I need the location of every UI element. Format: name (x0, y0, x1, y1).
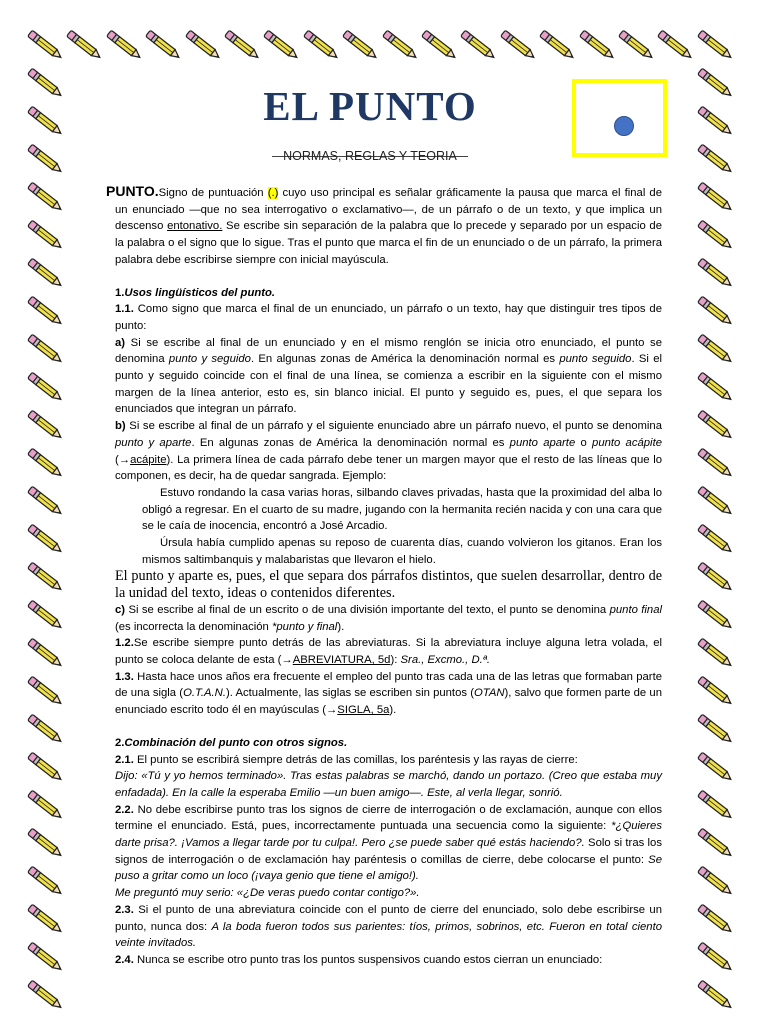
item-b-text-5: ). La primera línea de cada párrafo debe tener un margen mayor que el resto de las líneas que lo componen, es decir, ha de quedar sangrada. Ejemplo: (115, 453, 662, 483)
quote-paragraph-2: Úrsula había cumplido apenas su reposo de cuarenta días, cuando volvieron los gitanos. Eran los mismos saltimbanquis y malabaristas que llevaron el hielo. (142, 537, 662, 566)
pencil-icon (694, 28, 736, 62)
paragraph-1-1-number: 1.1. (115, 303, 134, 316)
logo-frame (572, 79, 667, 157)
paragraph-1-3-text-2: ). Actualmente, las siglas se escriben sin puntos ( (225, 687, 474, 700)
page-title: EL PUNTO (263, 83, 477, 129)
paragraph-2-3-text: Si el punto de una abreviatura coincide con el punto de cierre del enunciado, solo debe escribirse un punto, nunca dos: (115, 903, 662, 933)
pencil-icon (24, 294, 66, 328)
acapite-link[interactable]: acápite (130, 453, 167, 466)
paragraph-2-1-example-text: Dijo: «Tú y yo hemos terminado». Tras estas palabras se marchó, dando un portazo. (Creo que estaba muy enfadada). En la calle la esperaba Emilio —un buen amigo—. Este, al verla llegar, sonrió. (115, 770, 662, 799)
pencil-icon (24, 104, 66, 138)
intro-text-2: cuyo uso principal es señalar gráficamente la pausa que marca el final de un enunciado —que no sea interrogativo o exclamativo—, de un párrafo o de un texto, y que implica un descenso (115, 187, 662, 233)
section-2-number: 2. (115, 736, 125, 749)
pencil-icon (103, 28, 145, 62)
abreviatura-link[interactable]: ABREVIATURA, 5d (292, 653, 391, 666)
paragraph-1-2 (115, 635, 662, 668)
intro-paragraph (106, 183, 663, 269)
paragraph-1-1 (115, 301, 662, 334)
section-1-title: Usos lingüísticos del punto. (124, 286, 276, 299)
pencil-icon (694, 636, 736, 670)
paragraph-1-3-text-1: Hasta hace unos años era frecuente el empleo del punto tras cada una de las letras que formaban parte de una sigla ( (115, 670, 662, 700)
pencil-icon (300, 28, 342, 62)
pencil-icon (379, 28, 421, 62)
pencil-icon (24, 598, 66, 632)
item-b-term-3: punto acápite (592, 436, 662, 449)
serif-paragraph: El punto y aparte es, pues, el que separa dos párrafos distintos, que suelen desarrollar, dentro de la unidad del texto, ideas o contenidos diferentes. (115, 568, 662, 602)
pencil-icon (654, 28, 696, 62)
item-a-text-2: . En algunas zonas de América la denominación normal es (250, 353, 560, 366)
paragraph-2-4 (115, 952, 662, 969)
quote-paragraph-1: Estuvo rondando la casa varias horas, silbando claves privadas, hasta que la proximidad del alba lo obligó a regresar. En el cuarto de su madre, jugando con la hermanita recién nacida y con una cara que se le caía de inocencia, encontró a José Arcadio. (142, 486, 662, 533)
item-b-term-2: punto aparte (509, 436, 576, 449)
pencil-icon (694, 902, 736, 936)
pencil-icon (694, 370, 736, 404)
pencil-icon (694, 256, 736, 290)
paragraph-2-2-number: 2.2. (115, 803, 134, 816)
paragraph-1-2-examples: Sra., Excmo., D.ª. (400, 653, 491, 666)
paragraph-1-3-example-1: O.T.A.N. (183, 687, 226, 700)
section-2-heading (115, 735, 662, 752)
paragraph-1-3-example-2: OTAN (473, 687, 505, 700)
paragraph-2-1-number: 2.1. (115, 753, 134, 766)
entonativo-link[interactable]: entonativo. (167, 220, 223, 233)
section-2-title: Combinación del punto con otros signos. (124, 736, 348, 749)
pencil-icon (576, 28, 618, 62)
item-a-text-3: . Si el punto y seguido coincide con el final de una línea, se comienza a escribir en la siguiente con el mismo margen de la línea anterior, esto es, sin blanco inicial. El punto y seguido es, pues, el que separa los enunciados que integran un párrafo. (115, 353, 662, 416)
pencil-icon (24, 256, 66, 290)
pencil-icon (694, 978, 736, 1012)
pencil-icon (142, 28, 184, 62)
paragraph-1-3 (115, 669, 662, 719)
pencil-icon (497, 28, 539, 62)
pencil-icon (536, 28, 578, 62)
pencil-icon (24, 940, 66, 974)
item-a-text-1: Si se escribe al final de un enunciado y en el mismo renglón se inicia otro enunciado, el punto se denomina (115, 336, 662, 366)
pencil-icon (24, 370, 66, 404)
paragraph-2-2 (115, 802, 662, 886)
sigla-link[interactable]: SIGLA, 5a (337, 704, 390, 717)
dot-logo-icon (614, 116, 634, 136)
paragraph-2-1-example (115, 768, 662, 801)
paragraph-2-2-example-3: Me preguntó muy serio: «¿De veras puedo contar contigo?». (115, 887, 420, 900)
pencil-icon (63, 28, 105, 62)
paragraph-2-1-text: El punto se escribirá siempre detrás de las comillas, los paréntesis y las rayas de cierre: (133, 753, 578, 766)
pencil-icon (24, 674, 66, 708)
pencil-icon (457, 28, 499, 62)
pencil-icon (694, 180, 736, 214)
pencil-icon (694, 826, 736, 860)
paragraph-1-2-text-1: Se escribe siempre punto detrás de las abreviaturas. Si la abreviatura incluye alguna letra volada, el punto se coloca delante de esta (→ (115, 637, 662, 666)
pencil-icon (694, 332, 736, 366)
item-a-label: a) (115, 336, 126, 349)
pencil-icon (694, 674, 736, 708)
item-c-text-2: (es incorrecta la denominación (115, 620, 272, 633)
item-c-text-3: ). (337, 620, 345, 633)
pencil-icon (694, 104, 736, 138)
pencil-icon (694, 598, 736, 632)
item-a-term-1: punto y seguido (168, 353, 251, 366)
intro-term: PUNTO. (106, 183, 159, 199)
item-c-term-1: punto final (609, 603, 662, 616)
intro-text-1: Signo de puntuación (158, 187, 268, 199)
paragraph-2-2-example (115, 885, 662, 902)
pencil-icon (24, 902, 66, 936)
pencil-icon (24, 522, 66, 556)
pencil-icon (24, 560, 66, 594)
item-b (115, 418, 662, 485)
pencil-icon (24, 750, 66, 784)
pencil-icon (24, 408, 66, 442)
section-1-number: 1. (115, 286, 125, 299)
pencil-icon (24, 712, 66, 746)
pencil-icon (694, 788, 736, 822)
paragraph-1-3-number: 1.3. (115, 670, 134, 683)
example-quote (115, 485, 662, 569)
paragraph-1-3-text-3: ), salvo que formen parte de un enunciado escrito todo él en mayúsculas (→ (115, 687, 662, 717)
item-a-term-2: punto seguido (559, 353, 632, 366)
paragraph-2-4-number: 2.4. (115, 953, 134, 966)
period-sign-highlight: (.) (267, 187, 279, 199)
paragraph-2-3-example: A la boda fueron todos sus parientes: tíos, primos, sobrinos, etc. Fueron en total ciento veinte invitados. (115, 920, 663, 950)
paragraph-2-3-number: 2.3. (115, 903, 134, 916)
pencil-icon (694, 446, 736, 480)
item-b-text-1: Si se escribe al final de un párrafo y el siguiente enunciado abre un párrafo nuevo, el punto se denomina (125, 420, 662, 433)
pencil-icon (221, 28, 263, 62)
pencil-icon (24, 28, 66, 62)
paragraph-2-2-example-1: *¿Quieres darte prisa?. ¡Vamos a llegar tarde por tu culpa!. Pero ¿se puede saber qué estás haciendo?. (115, 820, 662, 850)
pencil-icon (694, 142, 736, 176)
paragraph-2-1 (115, 752, 662, 769)
paragraph-2-2-example-2: Se puso a gritar como un loco (¡vaya genio que tiene el amigo!). (115, 853, 662, 883)
pencil-icon (24, 66, 66, 100)
pencil-icon (24, 142, 66, 176)
pencil-icon (24, 826, 66, 860)
paragraph-2-2-text-1: No debe escribirse punto tras los signos de cierre de interrogación o de exclamación, aunque con ellos termine el enunciado. Está, pues, incorrectamente puntuada una secuencia como la siguiente: (115, 803, 662, 833)
pencil-icon (339, 28, 381, 62)
pencil-icon (24, 180, 66, 214)
pencil-icon (694, 408, 736, 442)
pencil-icon (694, 560, 736, 594)
pencil-icon (615, 28, 657, 62)
item-c-term-2: *punto y final (271, 620, 338, 633)
pencil-icon (260, 28, 302, 62)
item-b-text-2: . En algunas zonas de América la denominación normal es (191, 436, 510, 449)
paragraph-1-2-number: 1.2. (115, 637, 134, 650)
pencil-icon (694, 940, 736, 974)
subtitle-text: NORMAS, REGLAS Y TEORIA (283, 149, 457, 163)
item-c-label: c) (115, 603, 126, 616)
pencil-icon (694, 66, 736, 100)
paragraph-1-1-text: Como signo que marca el final de un enunciado, un párrafo o un texto, hay que distinguir tres tipos de punto: (115, 303, 662, 332)
pencil-icon (24, 788, 66, 822)
document-body (106, 183, 663, 969)
pencil-icon (694, 294, 736, 328)
pencil-icon (694, 712, 736, 746)
pencil-icon (418, 28, 460, 62)
item-b-text-4: (→ (115, 453, 131, 466)
pencil-icon (24, 636, 66, 670)
paragraph-2-3 (115, 902, 662, 952)
pencil-icon (694, 484, 736, 518)
pencil-icon (694, 864, 736, 898)
item-c (115, 602, 662, 635)
pencil-icon (24, 446, 66, 480)
paragraph-1-2-text-2: ): (390, 653, 401, 666)
pencil-icon (24, 484, 66, 518)
paragraph-1-3-text-4: ). (389, 704, 397, 717)
item-c-text-1: Si se escribe al final de un escrito o de una división importante del texto, el punto se denomina (125, 603, 610, 616)
item-a (115, 335, 662, 419)
intro-text-3: Se escribe sin separación de la palabra que lo precede y separado por un espacio de la palabra o el signo que lo sigue. Tras el punto que marca el fin de un enunciado o de un párrafo, la primera palabra debe escribirse siempre con inicial mayúscula. (115, 220, 663, 266)
pencil-icon (24, 978, 66, 1012)
item-b-text-3: o (575, 436, 593, 449)
pencil-icon (24, 864, 66, 898)
pencil-icon (694, 750, 736, 784)
pencil-icon (24, 332, 66, 366)
pencil-icon (694, 218, 736, 252)
paragraph-2-2-text-2: Solo si tras los signos de interrogación o de exclamación hay paréntesis o comillas de cierre, debe colocarse el punto: (115, 837, 662, 866)
paragraph-2-4-text: Nunca se escribe otro punto tras los puntos suspensivos cuando estos cierran un enunciado: (133, 953, 603, 966)
page-subtitle (250, 149, 490, 163)
pencil-icon (694, 522, 736, 556)
section-1-heading (115, 285, 662, 302)
item-b-term-1: punto y aparte (115, 436, 192, 449)
pencil-icon (24, 218, 66, 252)
pencil-icon (182, 28, 224, 62)
item-b-label: b) (115, 420, 126, 433)
